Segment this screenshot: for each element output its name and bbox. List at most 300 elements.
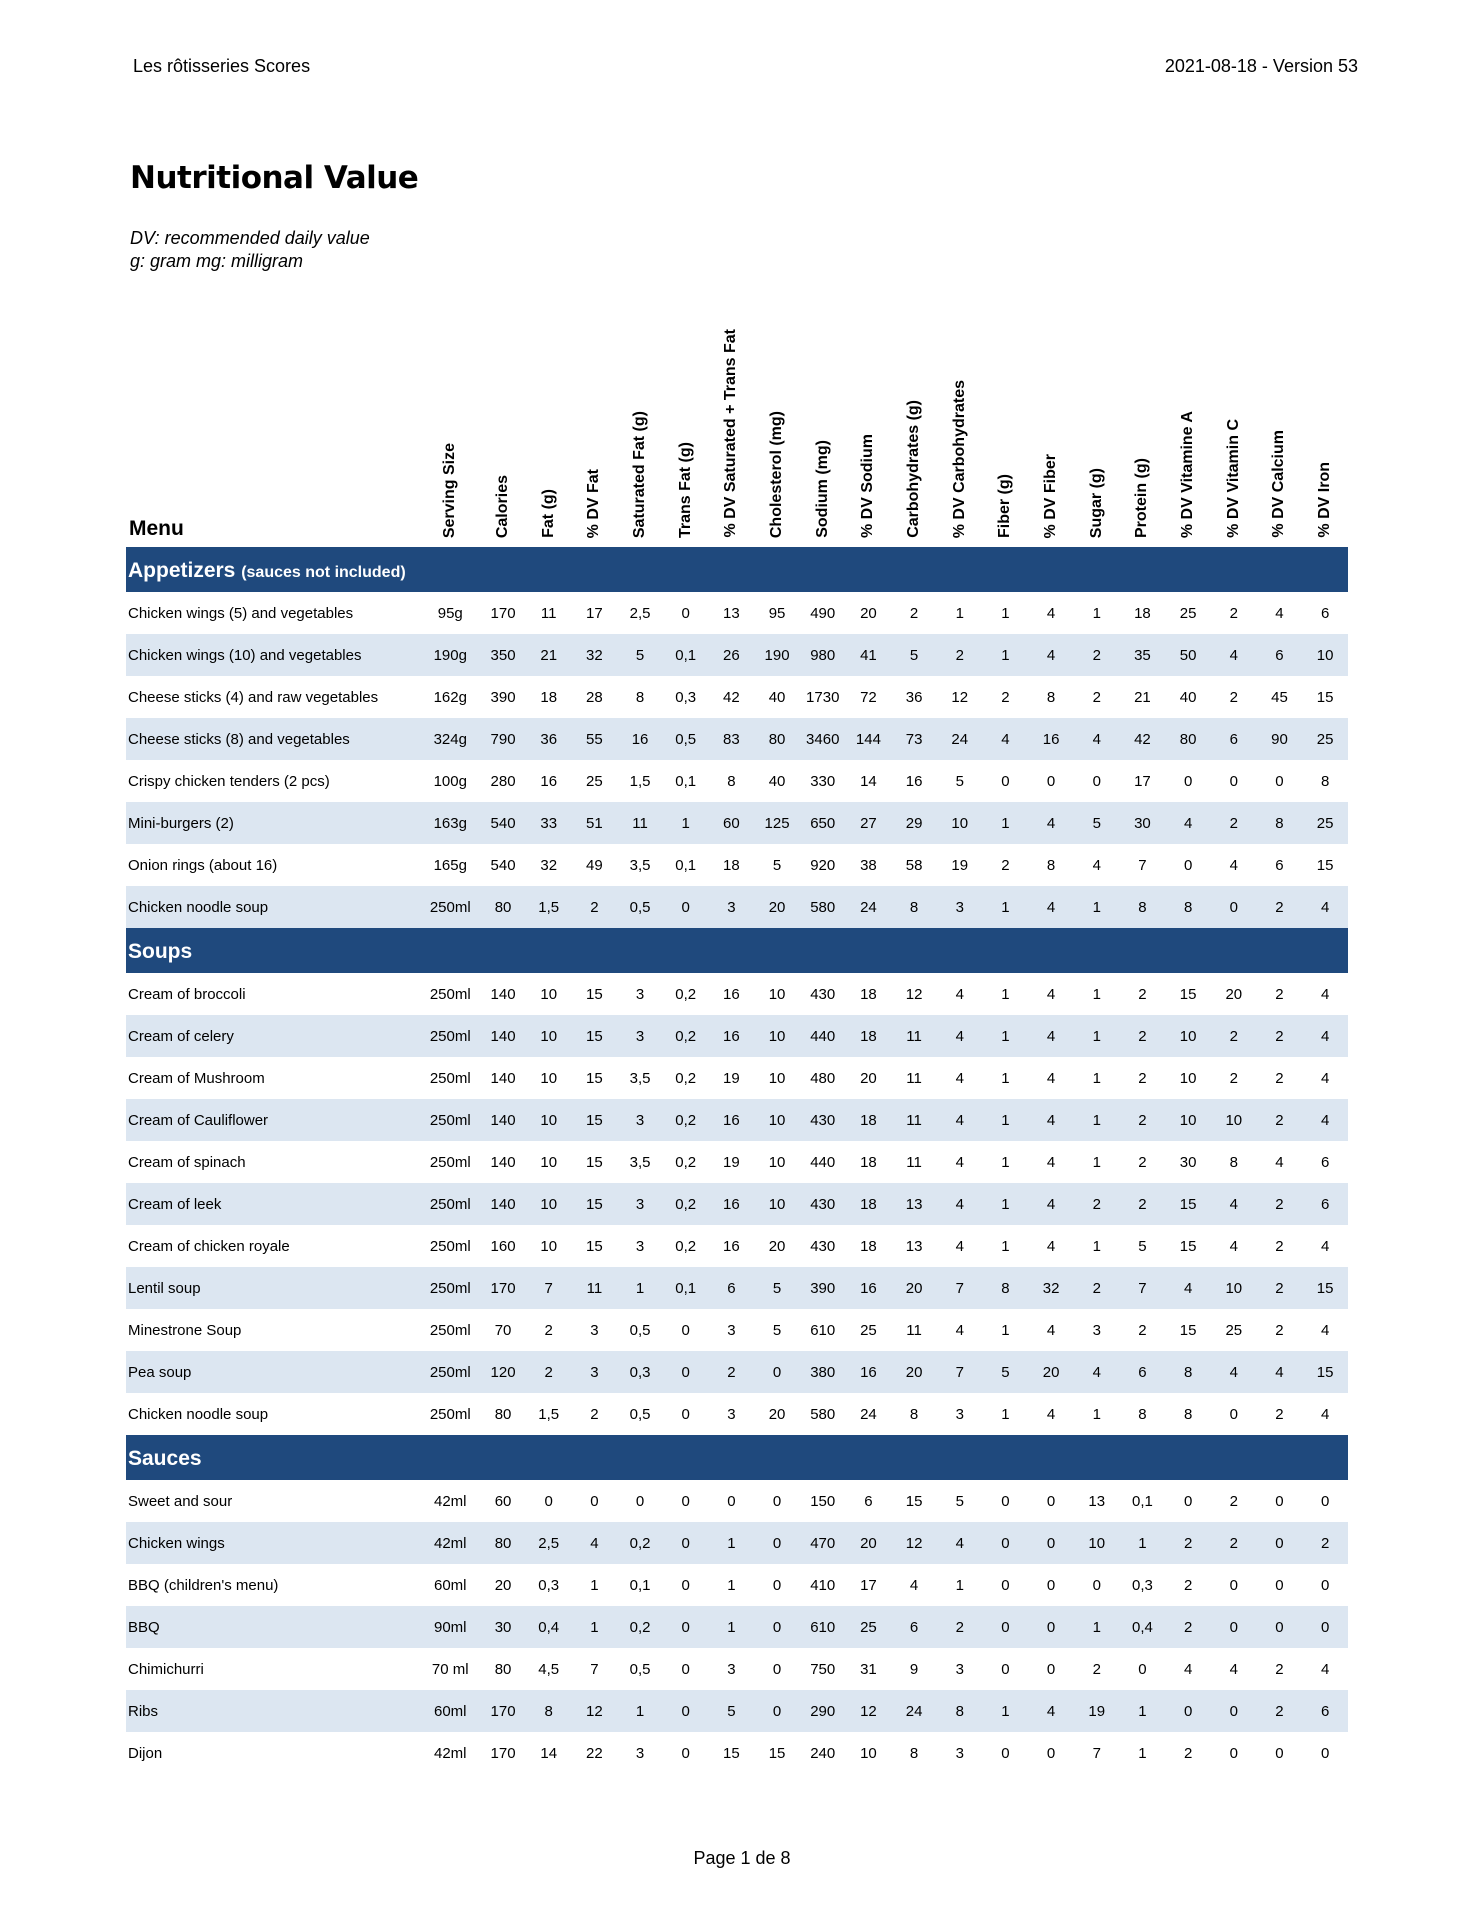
table-cell: 15 bbox=[768, 1744, 786, 1762]
table-cell: 2 bbox=[909, 604, 919, 622]
table-cell: 8 bbox=[727, 772, 736, 790]
table-cell: 16 bbox=[723, 1237, 740, 1255]
document-header-left: Les rôtisseries Scores bbox=[133, 56, 311, 76]
legend-note-units: g: gram mg: milligram bbox=[130, 251, 304, 271]
table-cell: 4 bbox=[1320, 1069, 1330, 1087]
table-cell: 20 bbox=[494, 1576, 512, 1594]
table-cell: 1 bbox=[1074, 1099, 1120, 1141]
table-cell: 0 bbox=[681, 1321, 690, 1339]
menu-item-name: Cheese sticks (8) and vegetables bbox=[126, 718, 420, 760]
column-header-label: Cholesterol (mg) bbox=[768, 410, 786, 538]
table-cell: 4 bbox=[1046, 1405, 1056, 1423]
table-cell: 0,1 bbox=[1132, 1492, 1153, 1510]
table-cell: 3 bbox=[572, 1351, 618, 1393]
table-cell: 20 bbox=[1028, 1351, 1074, 1393]
table-cell: 3 bbox=[727, 1660, 736, 1678]
table-cell: 3 bbox=[727, 1405, 736, 1423]
table-cell: 1 bbox=[727, 1576, 736, 1594]
table-cell: 12 bbox=[951, 688, 969, 706]
section-title: Soups bbox=[128, 939, 193, 963]
table-cell: 25 bbox=[860, 1321, 877, 1339]
table-cell: 540 bbox=[490, 856, 516, 874]
table-cell: 2 bbox=[1120, 1015, 1166, 1057]
table-cell: 170 bbox=[490, 604, 516, 622]
table-cell: 4 bbox=[1046, 1321, 1056, 1339]
table-cell: 40 bbox=[1179, 688, 1197, 706]
table-cell: 250ml bbox=[420, 1099, 480, 1141]
table-cell: 2 bbox=[1092, 688, 1101, 706]
table-cell: 7 bbox=[526, 1267, 572, 1309]
table-cell: 0,3 bbox=[617, 1351, 663, 1393]
table-cell: 2 bbox=[544, 1321, 553, 1339]
table-cell: 18 bbox=[540, 688, 558, 706]
table-cell: 1,5 bbox=[538, 1405, 560, 1423]
table-cell: 0 bbox=[1229, 1405, 1238, 1423]
table-cell: 580 bbox=[810, 1405, 836, 1423]
table-cell: 10 bbox=[1211, 1099, 1257, 1141]
table-cell: 4 bbox=[1275, 604, 1284, 622]
column-header-label: Calories bbox=[494, 474, 512, 538]
table-cell: 72 bbox=[860, 688, 877, 706]
menu-item-name: Crispy chicken tenders (2 pcs) bbox=[128, 772, 330, 790]
table-row bbox=[126, 973, 1348, 1015]
column-header-label: % DV Fiber bbox=[1042, 453, 1060, 538]
document-header-right: 2021-08-18 - Version 53 bbox=[1164, 56, 1358, 76]
column-header-label: % DV Vitamin C bbox=[1224, 419, 1242, 538]
table-cell: 18 bbox=[860, 1153, 877, 1171]
table-cell: 0 bbox=[772, 1492, 782, 1510]
table-cell: 0 bbox=[1302, 1606, 1348, 1648]
table-cell: 15 bbox=[1165, 1183, 1211, 1225]
table-cell: 2 bbox=[937, 634, 983, 676]
table-row bbox=[126, 1099, 1348, 1141]
table-cell: 2 bbox=[1275, 1405, 1284, 1423]
table-cell: 3 bbox=[1092, 1321, 1101, 1339]
table-cell: 80 bbox=[480, 886, 526, 929]
table-cell: 1 bbox=[955, 604, 964, 622]
column-header bbox=[663, 285, 709, 548]
table-cell: 120 bbox=[480, 1351, 526, 1393]
table-cell: 0 bbox=[1001, 1744, 1010, 1762]
table-cell: 4 bbox=[1183, 1660, 1193, 1678]
table-cell: 2 bbox=[1229, 1492, 1238, 1510]
table-cell: 33 bbox=[526, 802, 572, 844]
table-cell: 0 bbox=[1257, 1522, 1303, 1564]
table-cell: 5 bbox=[955, 772, 964, 790]
section-header-row bbox=[126, 1436, 1348, 1480]
table-cell: 1 bbox=[955, 1576, 964, 1594]
table-cell: 2 bbox=[590, 1405, 599, 1423]
table-cell: 250ml bbox=[420, 1351, 480, 1393]
table-cell: 20 bbox=[846, 1522, 892, 1564]
table-cell: 0,5 bbox=[629, 1405, 651, 1423]
column-header bbox=[572, 285, 618, 548]
table-cell: 80 bbox=[480, 1522, 526, 1564]
table-cell: 170 bbox=[480, 1690, 526, 1732]
table-cell: 0 bbox=[681, 1492, 690, 1510]
table-cell: 280 bbox=[490, 772, 516, 790]
column-header bbox=[754, 285, 800, 548]
table-cell: 6 bbox=[1120, 1351, 1166, 1393]
table-cell: 60 bbox=[494, 1492, 512, 1510]
table-cell: 2 bbox=[1138, 1321, 1147, 1339]
table-row bbox=[126, 1393, 1348, 1436]
table-cell: 8 bbox=[909, 1405, 919, 1423]
table-cell: 0 bbox=[663, 1351, 709, 1393]
table-cell: 190g bbox=[420, 634, 480, 676]
table-cell: 7 bbox=[937, 1351, 983, 1393]
column-header bbox=[480, 285, 526, 548]
table-cell: 50 bbox=[1165, 634, 1211, 676]
table-cell: 41 bbox=[846, 634, 892, 676]
table-cell: 10 bbox=[1302, 634, 1348, 676]
table-cell: 25 bbox=[846, 1606, 892, 1648]
table-cell: 11 bbox=[540, 604, 557, 622]
table-cell: 16 bbox=[846, 1351, 892, 1393]
table-row bbox=[126, 718, 1348, 760]
table-cell: 7 bbox=[590, 1660, 599, 1678]
table-cell: 4 bbox=[1046, 1237, 1056, 1255]
table-cell: 250ml bbox=[429, 1237, 471, 1255]
table-cell: 5 bbox=[891, 634, 937, 676]
table-cell: 1 bbox=[1001, 1069, 1010, 1087]
table-cell: 4 bbox=[1320, 1660, 1330, 1678]
table-cell: 0 bbox=[1257, 1606, 1303, 1648]
menu-item-name: Sweet and sour bbox=[128, 1492, 233, 1510]
table-cell: 13 bbox=[723, 604, 740, 622]
table-cell: 10 bbox=[754, 1183, 800, 1225]
table-cell: 2 bbox=[1074, 1267, 1120, 1309]
table-cell: 1 bbox=[983, 1015, 1029, 1057]
table-cell: 22 bbox=[586, 1744, 603, 1762]
table-cell: 32 bbox=[540, 856, 558, 874]
table-cell: 2 bbox=[1001, 856, 1010, 874]
table-cell: 470 bbox=[800, 1522, 846, 1564]
table-cell: 1 bbox=[1092, 1069, 1101, 1087]
table-cell: 31 bbox=[860, 1660, 877, 1678]
table-row bbox=[126, 886, 1348, 929]
table-cell: 2 bbox=[1229, 604, 1238, 622]
column-header-label: % DV Carbohydrates bbox=[950, 379, 968, 538]
table-cell: 15 bbox=[1179, 1321, 1197, 1339]
table-cell: 790 bbox=[480, 718, 526, 760]
table-cell: 0 bbox=[1211, 1606, 1257, 1648]
table-cell: 80 bbox=[494, 1660, 512, 1678]
menu-item-name: Lentil soup bbox=[126, 1267, 420, 1309]
table-cell: 2 bbox=[1275, 1237, 1284, 1255]
table-cell: 8 bbox=[1138, 1405, 1147, 1423]
table-cell: 2 bbox=[1074, 634, 1120, 676]
table-cell: 1 bbox=[983, 634, 1029, 676]
table-cell: 125 bbox=[754, 802, 800, 844]
table-cell: 4 bbox=[955, 1069, 964, 1087]
table-cell: 4 bbox=[955, 1321, 964, 1339]
table-cell: 1 bbox=[983, 1099, 1029, 1141]
table-cell: 10 bbox=[1165, 1015, 1211, 1057]
table-cell: 4 bbox=[1074, 1351, 1120, 1393]
table-cell: 11 bbox=[617, 802, 663, 844]
menu-item-name: Cream of Mushroom bbox=[128, 1069, 265, 1087]
table-cell: 20 bbox=[860, 1069, 877, 1087]
table-cell: 15 bbox=[723, 1744, 740, 1762]
table-row bbox=[126, 634, 1348, 676]
table-cell: 0 bbox=[1046, 1576, 1056, 1594]
table-cell: 19 bbox=[1074, 1690, 1120, 1732]
table-cell: 42ml bbox=[420, 1522, 480, 1564]
table-cell: 21 bbox=[526, 634, 572, 676]
table-cell: 1 bbox=[572, 1606, 618, 1648]
table-row bbox=[126, 1522, 1348, 1564]
page-number: Page 1 de 8 bbox=[693, 1848, 791, 1868]
table-cell: 1 bbox=[1120, 1690, 1166, 1732]
table-cell: 11 bbox=[906, 1069, 922, 1087]
table-cell: 60ml bbox=[420, 1690, 480, 1732]
table-cell: 0 bbox=[1211, 1690, 1257, 1732]
column-header-label: % DV Iron bbox=[1316, 462, 1334, 538]
table-cell: 10 bbox=[526, 1015, 572, 1057]
table-cell: 3,5 bbox=[629, 1069, 651, 1087]
table-cell: 16 bbox=[905, 772, 923, 790]
table-cell: 1 bbox=[1001, 1237, 1010, 1255]
table-cell: 20 bbox=[891, 1267, 937, 1309]
menu-item-name: BBQ bbox=[126, 1606, 420, 1648]
table-cell: 9 bbox=[909, 1660, 919, 1678]
table-cell: 90 bbox=[1257, 718, 1303, 760]
table-cell: 3 bbox=[709, 886, 755, 929]
table-cell: 19 bbox=[723, 1069, 740, 1087]
table-cell: 2 bbox=[1257, 1099, 1303, 1141]
table-cell: 18 bbox=[846, 1183, 892, 1225]
table-cell: 0 bbox=[681, 604, 690, 622]
table-cell: 20 bbox=[1225, 985, 1243, 1003]
table-cell: 6 bbox=[1302, 1183, 1348, 1225]
table-cell: 250ml bbox=[420, 1267, 480, 1309]
table-cell: 1 bbox=[1001, 604, 1010, 622]
table-cell: 1 bbox=[1074, 1015, 1120, 1057]
table-cell: 0 bbox=[663, 1690, 709, 1732]
table-cell: 12 bbox=[891, 1522, 937, 1564]
table-cell: 7 bbox=[1092, 1744, 1101, 1762]
table-cell: 8 bbox=[1046, 856, 1056, 874]
table-cell: 1 bbox=[983, 1690, 1029, 1732]
table-cell: 4 bbox=[955, 1153, 964, 1171]
table-body bbox=[126, 548, 1348, 1774]
table-cell: 2 bbox=[1257, 1267, 1303, 1309]
table-cell: 0,2 bbox=[675, 1237, 697, 1255]
table-cell: 18 bbox=[846, 1015, 892, 1057]
table-cell: 4 bbox=[1092, 856, 1101, 874]
table-cell: 15 bbox=[1179, 1237, 1197, 1255]
table-cell: 4 bbox=[937, 1015, 983, 1057]
table-cell: 4 bbox=[1028, 1690, 1074, 1732]
table-cell: 15 bbox=[586, 1069, 603, 1087]
table-cell: 4 bbox=[1320, 1321, 1330, 1339]
table-cell: 2 bbox=[1211, 1015, 1257, 1057]
table-cell: 3 bbox=[617, 1183, 663, 1225]
table-row bbox=[126, 1732, 1348, 1774]
table-cell: 163g bbox=[420, 802, 480, 844]
table-cell: 0,1 bbox=[675, 856, 697, 874]
table-cell: 0,5 bbox=[629, 1321, 651, 1339]
table-cell: 190 bbox=[754, 634, 800, 676]
table-cell: 140 bbox=[480, 1183, 526, 1225]
table-cell: 13 bbox=[1088, 1492, 1106, 1510]
table-cell: 8 bbox=[891, 886, 937, 929]
table-cell: 2 bbox=[1257, 886, 1303, 929]
table-cell: 0 bbox=[544, 1492, 553, 1510]
table-cell: 0 bbox=[663, 886, 709, 929]
table-cell: 0 bbox=[1229, 1576, 1238, 1594]
table-cell: 1,5 bbox=[629, 772, 651, 790]
table-cell: 83 bbox=[709, 718, 755, 760]
table-cell: 2,5 bbox=[629, 604, 651, 622]
table-cell: 0 bbox=[1092, 772, 1101, 790]
table-cell: 0 bbox=[681, 1576, 690, 1594]
table-cell: 250ml bbox=[429, 1153, 471, 1171]
table-cell: 18 bbox=[1134, 604, 1151, 622]
column-header bbox=[800, 285, 846, 548]
table-cell: 1,5 bbox=[526, 886, 572, 929]
table-cell: 24 bbox=[891, 1690, 937, 1732]
menu-item-name: Chimichurri bbox=[128, 1660, 204, 1678]
table-cell: 2 bbox=[1257, 1015, 1303, 1057]
table-cell: 0,1 bbox=[675, 772, 697, 790]
table-cell: 10 bbox=[540, 1237, 558, 1255]
table-cell: 610 bbox=[810, 1321, 836, 1339]
table-cell: 0 bbox=[754, 1606, 800, 1648]
menu-item-name: Cream of spinach bbox=[128, 1153, 246, 1171]
table-cell: 38 bbox=[860, 856, 877, 874]
column-header-label: Sugar (g) bbox=[1087, 467, 1105, 538]
table-cell: 2 bbox=[1229, 1069, 1238, 1087]
table-cell: 3 bbox=[617, 1099, 663, 1141]
table-cell: 1 bbox=[663, 802, 709, 844]
table-cell: 10 bbox=[526, 1183, 572, 1225]
table-cell: 2 bbox=[1092, 1660, 1101, 1678]
table-cell: 0 bbox=[1320, 1744, 1330, 1762]
section-header bbox=[126, 548, 1348, 592]
table-cell: 0 bbox=[1183, 772, 1193, 790]
menu-item-name: Cream of celery bbox=[126, 1015, 420, 1057]
table-cell: 4 bbox=[1046, 1069, 1056, 1087]
table-cell: 36 bbox=[905, 688, 923, 706]
table-row bbox=[126, 1057, 1348, 1099]
column-header-label: Carbohydrates (g) bbox=[905, 400, 923, 538]
table-cell: 0 bbox=[727, 1492, 736, 1510]
table-cell: 6 bbox=[1302, 1690, 1348, 1732]
column-header bbox=[1257, 285, 1303, 548]
table-cell: 2 bbox=[1183, 1576, 1193, 1594]
table-cell: 2 bbox=[1138, 985, 1147, 1003]
column-header bbox=[709, 285, 755, 548]
table-cell: 15 bbox=[572, 1099, 618, 1141]
table-cell: 0 bbox=[635, 1492, 645, 1510]
table-cell: 0 bbox=[1275, 1744, 1284, 1762]
column-header-label: Serving Size bbox=[441, 442, 459, 538]
table-cell: 0,5 bbox=[663, 718, 709, 760]
table-cell: 1 bbox=[983, 1183, 1029, 1225]
table-row bbox=[126, 1141, 1348, 1183]
section-header-row bbox=[126, 548, 1348, 592]
table-cell: 1 bbox=[1001, 1405, 1010, 1423]
table-cell: 25 bbox=[1302, 802, 1348, 844]
table-cell: 1 bbox=[617, 1690, 663, 1732]
table-cell: 4 bbox=[1320, 985, 1330, 1003]
table-cell: 4 bbox=[1028, 802, 1074, 844]
table-cell: 0 bbox=[1046, 772, 1056, 790]
table-cell: 4 bbox=[572, 1522, 618, 1564]
table-cell: 0 bbox=[1092, 1576, 1101, 1594]
table-cell: 8 bbox=[635, 688, 645, 706]
table-cell: 2 bbox=[1120, 1099, 1166, 1141]
table-cell: 0 bbox=[1046, 1660, 1056, 1678]
table-cell: 4 bbox=[1165, 1267, 1211, 1309]
legend-note-dv: DV: recommended daily value bbox=[130, 228, 370, 248]
table-cell: 1 bbox=[1001, 1153, 1010, 1171]
table-cell: 2 bbox=[1275, 1660, 1284, 1678]
menu-item-name: BBQ (children's menu) bbox=[128, 1576, 279, 1594]
table-cell: 250ml bbox=[420, 886, 480, 929]
table-cell: 100g bbox=[433, 772, 467, 790]
table-cell: 3 bbox=[955, 1744, 964, 1762]
table-cell: 10 bbox=[860, 1744, 877, 1762]
table-cell: 250ml bbox=[429, 985, 471, 1003]
table-cell: 2 bbox=[1074, 1183, 1120, 1225]
column-header bbox=[983, 285, 1029, 548]
table-cell: 70 bbox=[494, 1321, 512, 1339]
table-cell: 10 bbox=[768, 1069, 786, 1087]
table-cell: 4 bbox=[937, 1522, 983, 1564]
table-cell: 80 bbox=[1165, 718, 1211, 760]
table-cell: 35 bbox=[1120, 634, 1166, 676]
table-cell: 14 bbox=[860, 772, 877, 790]
table-cell: 0 bbox=[1183, 1492, 1193, 1510]
menu-item-name: Chicken wings (5) and vegetables bbox=[128, 604, 354, 622]
column-header bbox=[1211, 285, 1257, 548]
table-cell: 0 bbox=[663, 1522, 709, 1564]
column-header-label: Fat (g) bbox=[539, 489, 557, 538]
table-cell: 18 bbox=[860, 985, 877, 1003]
table-cell: 26 bbox=[709, 634, 755, 676]
table-cell: 11 bbox=[906, 1153, 922, 1171]
table-cell: 4 bbox=[1028, 886, 1074, 929]
table-cell: 0 bbox=[1229, 1744, 1238, 1762]
table-cell: 5 bbox=[772, 856, 782, 874]
table-cell: 4 bbox=[1211, 1351, 1257, 1393]
table-cell: 4 bbox=[1320, 1405, 1330, 1423]
table-cell: 5 bbox=[983, 1351, 1029, 1393]
table-cell: 250ml bbox=[429, 1321, 471, 1339]
menu-item-name: Cream of leek bbox=[126, 1183, 420, 1225]
table-cell: 380 bbox=[800, 1351, 846, 1393]
table-cell: 0,5 bbox=[617, 886, 663, 929]
table-cell: 0 bbox=[1320, 1492, 1330, 1510]
table-cell: 1 bbox=[1001, 1321, 1010, 1339]
table-cell: 0,1 bbox=[663, 1267, 709, 1309]
table-cell: 20 bbox=[891, 1351, 937, 1393]
table-cell: 2 bbox=[1120, 1183, 1166, 1225]
column-header-label: Protein (g) bbox=[1133, 458, 1151, 538]
table-cell: 40 bbox=[768, 772, 786, 790]
table-cell: 0,2 bbox=[617, 1522, 663, 1564]
table-row bbox=[126, 1606, 1348, 1648]
table-cell: 10 bbox=[540, 1069, 558, 1087]
table-cell: 28 bbox=[586, 688, 603, 706]
table-cell: 7 bbox=[937, 1267, 983, 1309]
table-cell: 1 bbox=[1074, 886, 1120, 929]
table-cell: 430 bbox=[800, 1183, 846, 1225]
table-cell: 13 bbox=[905, 1237, 923, 1255]
